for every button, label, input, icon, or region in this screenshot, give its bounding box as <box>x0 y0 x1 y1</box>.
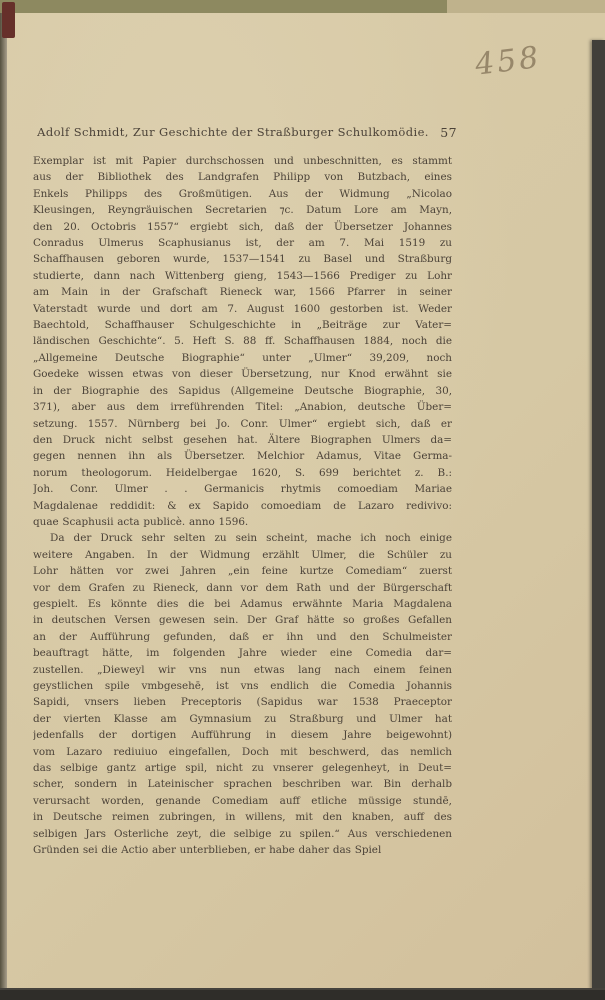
scan-top-edge <box>0 0 605 13</box>
scan-top-edge-light <box>447 0 605 13</box>
text-line: geystlichen spile vmbgesehē, ist vns endlich die Comedia Johannis <box>33 680 452 692</box>
text-line: gegen nennen ihn als Übersetzer. Melchior Adamus, Vitae Germa- <box>33 450 452 463</box>
text-line: aus der Bibliothek des Landgrafen Philipp von Butzbach, eines <box>33 171 452 184</box>
text-line: studierte, dann nach Wittenberg gieng, 1543—1566 Prediger zu Lohr <box>33 269 452 282</box>
text-line: setzung. 1557. Nürnberg bei Jo. Conr. Ulmer“ ergiebt sich, daß er <box>33 417 452 430</box>
text-line: gespielt. Es könnte dies die bei Adamus erwähnte Maria Magdalena <box>33 597 452 610</box>
text-line: Da der Druck sehr selten zu sein scheint, mache ich noch einige <box>50 532 452 545</box>
text-line: in der Biographie des Sapidus (Allgemeine Deutsche Biographie, 30, <box>33 384 452 397</box>
running-header-title: Adolf Schmidt, Zur Geschichte der Straßburger Schulkomödie. <box>37 125 429 139</box>
text-line: Baechtold, Schaffhauser Schulgeschichte in „Beiträge zur Vater= <box>33 319 452 332</box>
text-line: Joh. Conr. Ulmer . . Germanicis rhytmis comoediam Mariae <box>33 483 452 496</box>
text-line: Kleusingen, Reyngräuischen Secretarien ⁊c. Datum Lore am Mayn, <box>33 204 452 217</box>
text-line: selbigen Jars Osterliche zeyt, die selbige zu spilen.“ Aus verschiedenen <box>33 827 452 840</box>
text-line: Schaffhausen geboren wurde, 1537—1541 zu Basel und Straßburg <box>33 253 452 266</box>
text-line: Gründen sei die Actio aber unterblieben, er habe daher das Spiel <box>33 844 382 857</box>
text-line: zustellen. „Dieweyl wir vns nun etwas lang nach einem feinen <box>33 663 452 676</box>
body-text-block <box>33 153 452 858</box>
text-line: Goedeke wissen etwas von dieser Übersetzung, nur Knod erwähnt sie <box>33 368 452 381</box>
text-line: den Druck nicht selbst gesehen hat. Ältere Biographen Ulmers da= <box>33 433 452 446</box>
text-line: weitere Angaben. In der Widmung erzählt Ulmer, die Schüler zu <box>33 548 452 561</box>
text-line: Enkels Philipps des Großmütigen. Aus der Widmung „Nicolao <box>33 187 452 200</box>
text-line: in deutschen Versen gewesen sein. Der Graf hätte so großes Gefallen <box>33 614 452 627</box>
page-left-edge-shadow <box>0 13 7 990</box>
text-line: an der Aufführung gefunden, daß er ihn und den Schulmeister <box>33 630 452 643</box>
text-line: am Main in der Grafschaft Rieneck war, 1566 Pfarrer in seiner <box>33 286 452 299</box>
text-line: beauftragt hätte, im folgenden Jahre wieder eine Comedia dar= <box>33 647 452 660</box>
book-page-paper <box>7 13 605 990</box>
text-line: quae Scaphusii acta publicè. anno 1596. <box>33 515 249 528</box>
binding-mark <box>2 2 15 38</box>
text-line: Lohr hätten vor zwei Jahren „ein feine kurtze Comediam“ zuerst <box>33 565 452 578</box>
scan-bottom-edge <box>0 988 605 1000</box>
text-line: verursacht worden, genande Comediam auff etliche müssige stundē, <box>33 794 452 807</box>
text-line: ländischen Geschichte“. 5. Heft S. 88 ff. Schaffhausen 1884, noch die <box>33 335 452 348</box>
text-line: scher, sondern in Lateinischer sprachen beschriben war. Bin derhalb <box>33 778 452 791</box>
text-line: „Allgemeine Deutsche Biographie“ unter „Ulmer“ 39,209, noch <box>33 351 452 364</box>
text-line: das selbige gantz artige spil, nicht zu vnserer gelegenheyt, in Deut= <box>33 762 452 775</box>
text-line: vom Lazaro rediuiuo eingefallen, Doch mit beschwerd, das nemlich <box>33 745 452 758</box>
text-line: Sapidi, vnsers lieben Preceptoris (Sapidus war 1538 Praeceptor <box>33 696 452 709</box>
text-line: 371), aber aus dem irreführenden Titel: „Anabion, deutsche Über= <box>33 401 452 414</box>
text-line: in Deutsche reimen zubringen, in willens, mit den knaben, auff des <box>33 811 452 824</box>
running-header <box>33 125 457 143</box>
handwritten-page-number: 458 <box>473 39 544 83</box>
text-line: Conradus Ulmerus Scaphusianus ist, der am 7. Mai 1519 zu <box>33 237 452 250</box>
text-line: den 20. Octobris 1557“ ergiebt sich, daß der Übersetzer Johannes <box>33 220 452 233</box>
printed-page-number: 57 <box>440 125 457 140</box>
text-line: der vierten Klasse am Gymnasium zu Straßburg und Ulmer hat <box>33 712 452 725</box>
text-line: Vaterstadt wurde und dort am 7. August 1600 gestorben ist. Weder <box>33 302 452 315</box>
text-line: norum theologorum. Heidelbergae 1620, S. 699 berichtet z. B.: <box>33 466 452 479</box>
scan-right-edge <box>592 40 605 990</box>
text-line: jedenfalls der dortigen Aufführung in diesem Jahre beigewohnt) <box>33 729 452 742</box>
text-line: Exemplar ist mit Papier durchschossen und unbeschnitten, es stammt <box>33 155 452 167</box>
text-line: Magdalenae reddidit: & ex Sapido comoediam de Lazaro redivivo: <box>33 499 452 512</box>
text-line: vor dem Grafen zu Rieneck, dann vor dem Rath und der Bürgerschaft <box>33 581 452 594</box>
